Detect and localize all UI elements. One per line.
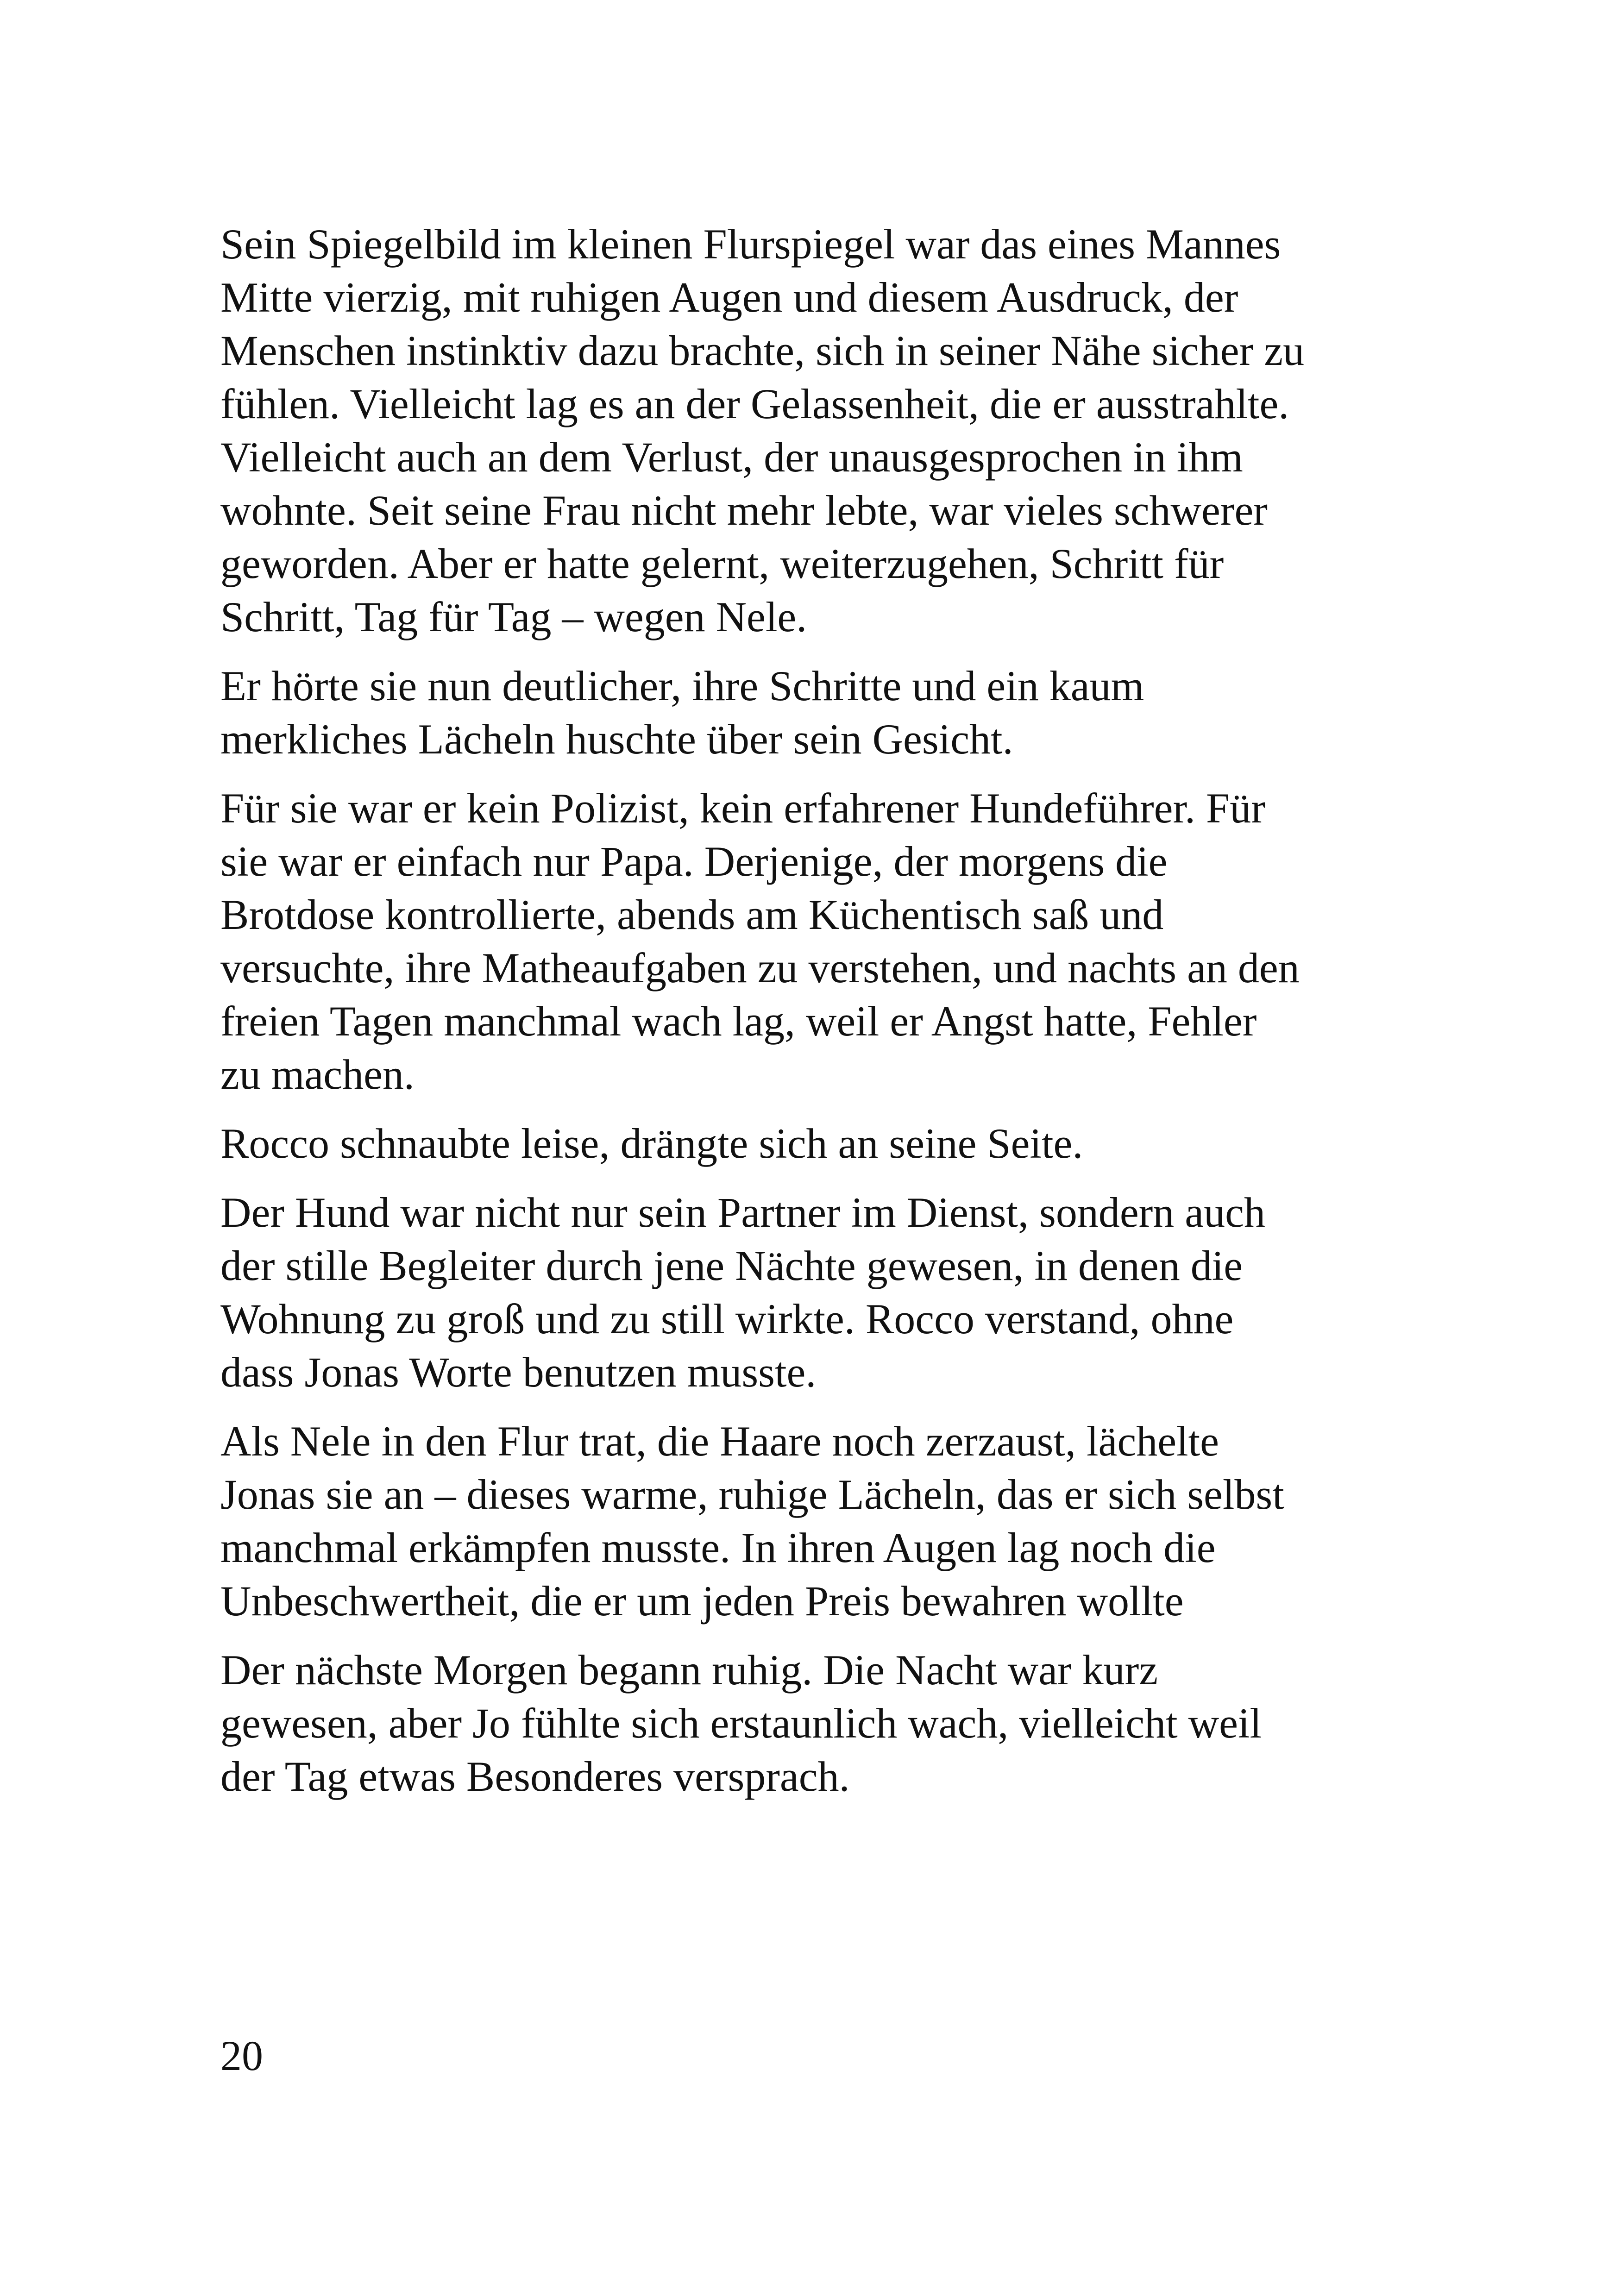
text-line: zu machen.	[220, 1051, 415, 1098]
paragraph	[220, 1644, 1415, 1803]
page-number: 20	[220, 2032, 263, 2079]
text-line: Vielleicht auch an dem Verlust, der unausgesprochen in ihm	[220, 433, 1243, 481]
text-line: dass Jonas Worte benutzen musste.	[220, 1349, 817, 1396]
text-line: Er hörte sie nun deutlicher, ihre Schritte und ein kaum	[220, 662, 1144, 709]
paragraph	[220, 1415, 1415, 1628]
text-line: Brotdose kontrollierte, abends am Küchentisch saß und	[220, 891, 1164, 938]
paragraph	[220, 1186, 1415, 1399]
text-line: wohnte. Seit seine Frau nicht mehr lebte, war vieles schwerer	[220, 487, 1268, 534]
text-line: sie war er einfach nur Papa. Derjenige, der morgens die	[220, 838, 1168, 885]
text-line: versuchte, ihre Matheaufgaben zu verstehen, und nachts an den	[220, 944, 1300, 991]
text-line: Unbeschwertheit, die er um jeden Preis bewahren wollte	[220, 1577, 1184, 1625]
text-line: Mitte vierzig, mit ruhigen Augen und diesem Ausdruck, der	[220, 274, 1238, 321]
text-line: der stille Begleiter durch jene Nächte gewesen, in denen die	[220, 1242, 1243, 1289]
paragraph	[220, 218, 1415, 644]
text-line: Rocco schnaubte leise, drängte sich an seine Seite.	[220, 1120, 1083, 1167]
paragraph	[220, 1117, 1415, 1170]
text-line: freien Tagen manchmal wach lag, weil er Angst hatte, Fehler	[220, 997, 1257, 1045]
text-line: fühlen. Vielleicht lag es an der Gelassenheit, die er ausstrahlte.	[220, 380, 1289, 427]
text-line: Für sie war er kein Polizist, kein erfahrener Hundeführer. Für	[220, 784, 1265, 832]
text-line: Der Hund war nicht nur sein Partner im Dienst, sondern auch	[220, 1189, 1265, 1236]
text-line: geworden. Aber er hatte gelernt, weiterzugehen, Schritt für	[220, 540, 1224, 587]
body-text	[220, 218, 1415, 1819]
text-line: Schritt, Tag für Tag – wegen Nele.	[220, 593, 807, 640]
text-line: Sein Spiegelbild im kleinen Flurspiegel war das eines Mannes	[220, 220, 1281, 268]
text-line: der Tag etwas Besonderes versprach.	[220, 1753, 850, 1800]
paragraph	[220, 659, 1415, 766]
text-line: Menschen instinktiv dazu brachte, sich in seiner Nähe sicher zu	[220, 327, 1305, 374]
text-line: Jonas sie an – dieses warme, ruhige Lächeln, das er sich selbst	[220, 1471, 1284, 1518]
text-line: Der nächste Morgen begann ruhig. Die Nacht war kurz	[220, 1646, 1158, 1694]
paragraph	[220, 782, 1415, 1101]
text-line: Wohnung zu groß und zu still wirkte. Rocco verstand, ohne	[220, 1295, 1234, 1342]
text-line: Als Nele in den Flur trat, die Haare noch zerzaust, lächelte	[220, 1418, 1219, 1465]
text-line: merkliches Lächeln huschte über sein Gesicht.	[220, 715, 1013, 763]
text-line: gewesen, aber Jo fühlte sich erstaunlich wach, vielleicht weil	[220, 1700, 1262, 1747]
text-line: manchmal erkämpfen musste. In ihren Augen lag noch die	[220, 1524, 1216, 1571]
